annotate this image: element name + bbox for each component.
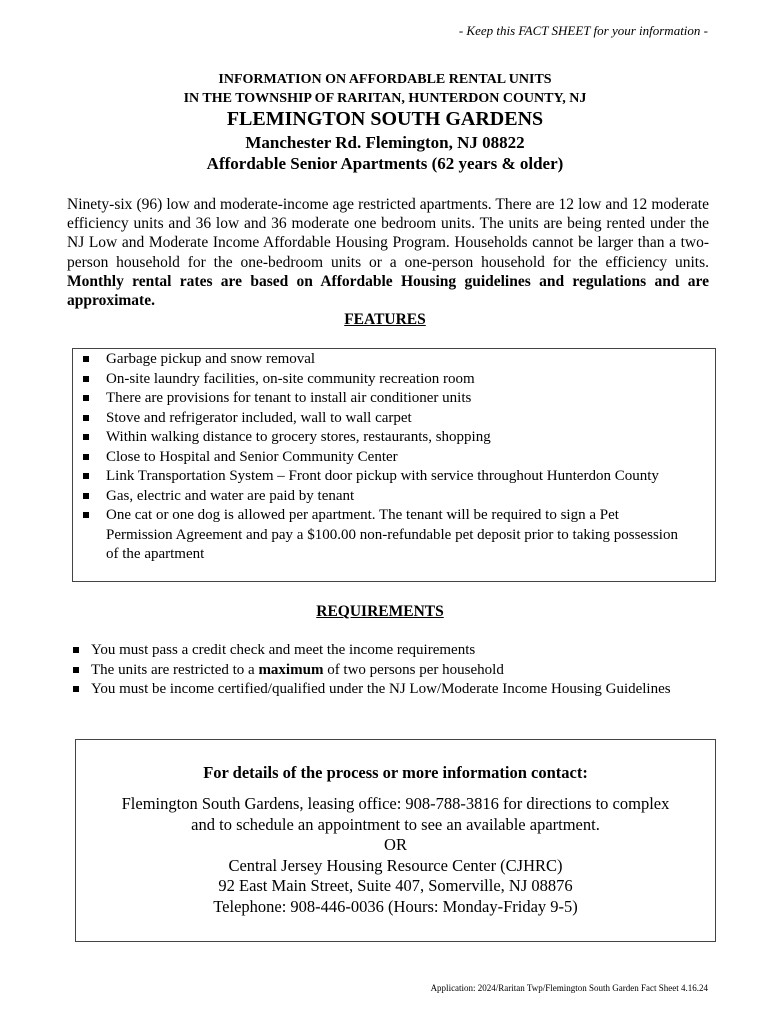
list-item: One cat or one dog is allowed per apartment. The tenant will be required to sign a Pet Permission Agreement and pay a $100.00 non-refundable pet deposit prior to taking possession of the apartment [81,506,681,565]
list-item: There are provisions for tenant to install air conditioner units [81,389,681,409]
list-item: Garbage pickup and snow removal [81,350,681,370]
list-item: Link Transportation System – Front door pickup with service throughout Hunterdon County [81,467,681,487]
property-subtitle: Affordable Senior Apartments (62 years & older) [206,154,564,173]
property-address: Manchester Rd. Flemington, NJ 08822 [245,133,525,152]
list-item: Within walking distance to grocery stores, restaurants, shopping [81,428,681,448]
list-item: You must pass a credit check and meet the income requirements [72,641,672,661]
or-separator: OR [384,835,407,854]
contact-heading: For details of the process or more information contact: [203,763,588,782]
cjhrc-address: 92 East Main Street, Suite 407, Somerville, NJ 08876 [218,876,573,895]
contact-details [76,794,715,917]
requirements-list [72,641,672,700]
contact-box [75,739,716,942]
square-bullet-icon [83,356,89,362]
square-bullet-icon [83,415,89,421]
list-item: You must be income certified/qualified under the NJ Low/Moderate Income Housing Guidelines [72,680,672,700]
list-item: Stove and refrigerator included, wall to wall carpet [81,409,681,429]
list-item: On-site laundry facilities, on-site community recreation room [81,370,681,390]
square-bullet-icon [83,473,89,479]
square-bullet-icon [83,376,89,382]
square-bullet-icon [83,454,89,460]
list-item: Close to Hospital and Senior Community Center [81,448,681,468]
square-bullet-icon [83,395,89,401]
leasing-office-line: Flemington South Gardens, leasing office: 908-788-3816 for directions to complex [121,794,670,813]
square-bullet-icon [83,493,89,499]
features-heading: FEATURES [344,311,426,328]
cjhrc-phone: Telephone: 908-446-0036 (Hours: Monday-Friday 9-5) [213,896,578,916]
features-box [72,348,716,582]
requirements-heading: REQUIREMENTS [316,603,444,620]
square-bullet-icon [83,434,89,440]
cjhrc-name: Central Jersey Housing Resource Center (CJHRC) [228,855,563,875]
keep-note: - Keep this FACT SHEET for your information - [458,23,708,38]
intro-text: Ninety-six (96) low and moderate-income age restricted apartments. There are 12 low and 12 moderate efficiency units and 36 low and 36 moderate one bedroom units. The units are being rented under the NJ Low and Moderate Income Affordable Housing Program. Households cannot be larger than a two-person household for the one-bedroom units or a one-person household for the efficiency units. [67,196,709,271]
square-bullet-icon [73,647,79,653]
appointment-line: and to schedule an appointment to see an available apartment. [191,814,600,834]
intro-paragraph [67,195,709,310]
page-title: FLEMINGTON SOUTH GARDENS [226,108,544,130]
square-bullet-icon [73,667,79,673]
intro-bold-text: Monthly rental rates are based on Affordable Housing guidelines and regulations and are approximate. [67,272,709,310]
header-line-2: IN THE TOWNSHIP OF RARITAN, HUNTERDON COUNTY, NJ [183,91,587,106]
header-line-1: INFORMATION ON AFFORDABLE RENTAL UNITS [218,72,552,87]
square-bullet-icon [73,686,79,692]
document-footer: Application: 2024/Raritan Twp/Flemington South Garden Fact Sheet 4.16.24 [430,983,708,993]
list-item: The units are restricted to a maximum of two persons per household [72,661,672,681]
features-list [81,350,681,565]
square-bullet-icon [83,512,89,518]
list-item: Gas, electric and water are paid by tenant [81,487,681,507]
